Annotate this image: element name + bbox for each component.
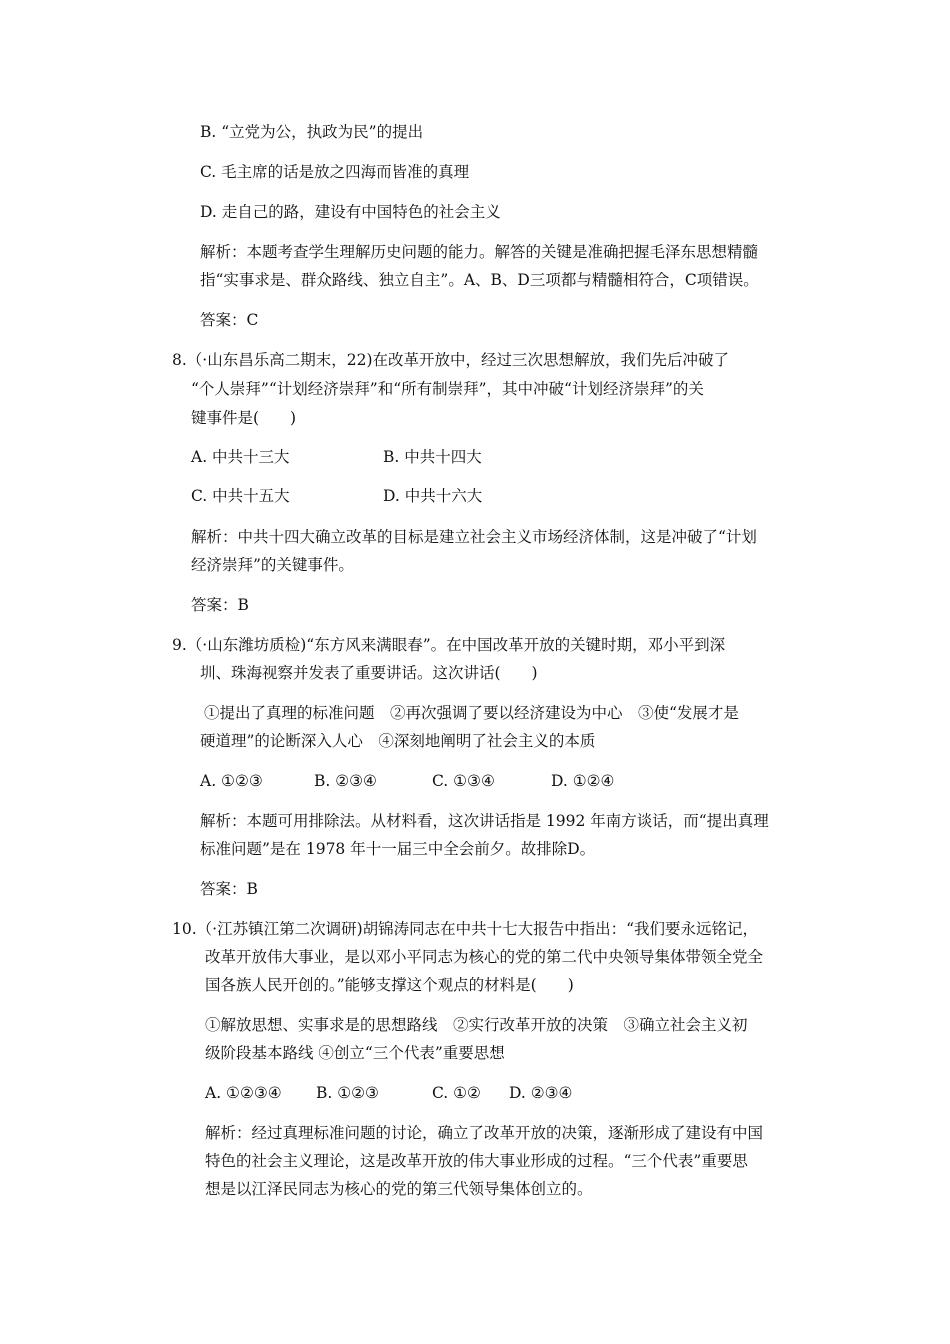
- q7-analysis-line-2: 指“实事求是、群众路线、独立自主”。A、B、D三项都与精髓相符合，C项错误。: [200, 271, 759, 289]
- q8-stem-line-1: 8.（·山东昌乐高二期末，22)在改革开放中，经过三次思想解放，我们先后冲破了: [172, 351, 729, 369]
- q10-analysis-line-3: 想是以江泽民同志为核心的党的第三代领导集体创立的。: [205, 1180, 593, 1198]
- q9-answer: 答案：B: [200, 880, 258, 898]
- q10-option-a: A. ①②③④: [205, 1084, 282, 1102]
- q7-analysis-line-1: 解析：本题考查学生理解历史问题的能力。解答的关键是准确把握毛泽东思想精髓: [200, 243, 759, 261]
- q8-analysis-line-2: 经济崇拜”的关键事件。: [191, 556, 354, 574]
- q8-stem-line-2: “个人崇拜”“计划经济崇拜”和“所有制崇拜”，其中冲破“计划经济崇拜”的关: [191, 380, 704, 398]
- q8-stem-line-3: 键事件是( ): [191, 409, 297, 427]
- q8-option-b: B. 中共十四大: [383, 448, 482, 466]
- q10-stem-line-3: 国各族人民开创的。”能够支撑这个观点的材料是( ): [205, 976, 574, 994]
- q9-analysis-line-1: 解析：本题可用排除法。从材料看，这次讲话指是 1992 年南方谈话，而“提出真理: [200, 812, 769, 830]
- q9-stem-line-1: 9.（·山东潍坊质检)“东方风来满眼春”。在中国改革开放的关键时期，邓小平到深: [172, 636, 726, 654]
- q10-stem-line-1: 10.（·江苏镇江第二次调研)胡锦涛同志在中共十七大报告中指出：“我们要永远铭记，: [172, 920, 759, 938]
- q9-item-line-1: ①提出了真理的标准问题 ②再次强调了要以经济建设为中心 ③使“发展才是: [204, 704, 739, 722]
- q10-analysis-line-1: 解析：经过真理标准问题的讨论，确立了改革开放的决策，逐渐形成了建设有中国: [205, 1124, 764, 1142]
- q8-analysis-line-1: 解析：中共十四大确立改革的目标是建立社会主义市场经济体制，这是冲破了“计划: [191, 528, 757, 546]
- q10-option-d: D. ②③④: [509, 1084, 573, 1102]
- q9-item-line-2: 硬道理”的论断深入人心 ④深刻地阐明了社会主义的本质: [200, 732, 596, 750]
- q8-option-c: C. 中共十五大: [191, 487, 290, 505]
- q9-analysis-line-2: 标准问题”是在 1978 年十一届三中全会前夕。故排除D。: [200, 840, 596, 858]
- q10-item-line-2: 级阶段基本路线 ④创立“三个代表”重要思想: [205, 1044, 505, 1062]
- q10-stem-line-2: 改革开放伟大事业，是以邓小平同志为核心的党的第二代中央领导集体带领全党全: [205, 948, 764, 966]
- q9-option-c: C. ①③④: [432, 772, 495, 790]
- q9-option-b: B. ②③④: [314, 772, 377, 790]
- q10-item-line-1: ①解放思想、实事求是的思想路线 ②实行改革开放的决策 ③确立社会主义初: [205, 1016, 748, 1034]
- q10-analysis-line-2: 特色的社会主义理论，这是改革开放的伟大事业形成的过程。“三个代表”重要思: [205, 1152, 748, 1170]
- q10-option-b: B. ①②③: [316, 1084, 379, 1102]
- q8-option-d: D. 中共十六大: [383, 487, 483, 505]
- q7-answer: 答案：C: [200, 311, 259, 329]
- q8-answer: 答案：B: [191, 596, 249, 614]
- q7-option-d: D. 走自己的路，建设有中国特色的社会主义: [200, 203, 501, 221]
- q9-option-a: A. ①②③: [200, 772, 263, 790]
- q9-option-d: D. ①②④: [551, 772, 615, 790]
- q8-option-a: A. 中共十三大: [191, 448, 290, 466]
- q10-option-c: C. ①②: [432, 1084, 481, 1102]
- q9-stem-line-2: 圳、珠海视察并发表了重要讲话。这次讲话( ): [200, 664, 538, 682]
- q7-option-c: C. 毛主席的话是放之四海而皆准的真理: [200, 163, 470, 181]
- q7-option-b: B. “立党为公，执政为民”的提出: [200, 123, 424, 141]
